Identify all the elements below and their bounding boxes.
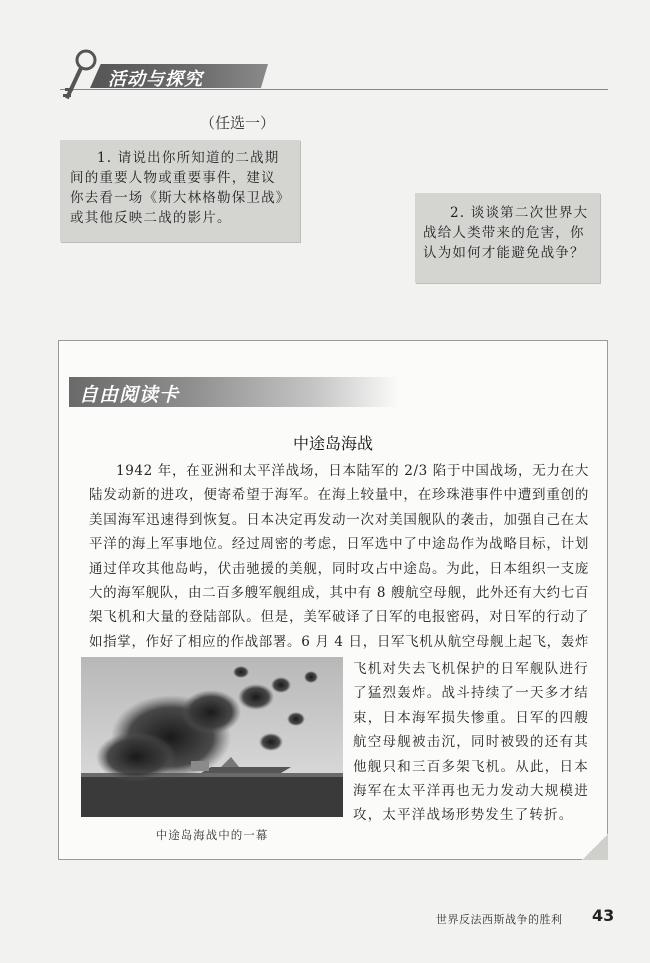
optional-note: （任选一） bbox=[200, 114, 276, 132]
activity-card-2 bbox=[415, 193, 600, 283]
article-paragraph bbox=[89, 459, 589, 679]
chapter-title-footer: 世界反法西斯战争的胜利 bbox=[436, 913, 563, 926]
battle-photo-image bbox=[81, 657, 343, 817]
key-icon bbox=[62, 48, 106, 106]
photo-caption: 中途岛海战中的一幕 bbox=[155, 828, 269, 842]
reading-card-label: 自由阅读卡 bbox=[79, 384, 180, 406]
article-paragraph-text: 1942 年，在亚洲和太平洋战场，日本陆军的 2/3 陷于中国战场，无力在大陆发动新的进攻，便寄希望于海军。在海上较量中，在珍珠港事件中遭到重创的美国海军迅速得到恢复。日本决定再发动一次对美国舰队的袭击，加强自己在太平洋的海上军事地位。经过周密的考虑，日军选中了中途岛作为战略目标，计划通过佯攻其他岛屿，伏击驰援的美舰，同时攻占中途岛。为此，日本组织一支庞大的海军舰队，由二百多艘军舰组成，其中有 8 艘航空母舰，此外还有大约七百架飞机和大量的登陆部队。但是，美军破译了日军的电报密码，对日军的行动了如指掌，作好了相应的作战部署。6 月 4 日，日军飞机从航空母舰上起飞，轰炸 bbox=[89, 463, 589, 650]
activity-section-title: 活动与探究 bbox=[108, 69, 203, 90]
activity-card-1 bbox=[60, 140, 300, 242]
article-paragraph-text: 飞机对失去飞机保护的日军舰队进行了猛烈轰炸。战斗持续了一天多才结束，日本海军损失惨重。日军的四艘航空母舰被击沉，同时被毁的还有其他舰只和三百多架飞机。从此，日本海军在太平洋再也无力发动大规模进攻，太平洋战场形势发生了转折。 bbox=[353, 661, 589, 824]
activity-text: 2. 谈谈第二次世界大战给人类带来的危害，你认为如何才能避免战争？ bbox=[423, 205, 589, 261]
reading-card-banner bbox=[69, 377, 399, 407]
article-title: 中途岛海战 bbox=[292, 434, 373, 453]
free-reading-card bbox=[58, 340, 608, 860]
page-number: 43 bbox=[592, 906, 615, 925]
article-paragraph-continued bbox=[353, 657, 589, 828]
activity-section-banner bbox=[60, 62, 608, 90]
battle-photo bbox=[81, 657, 343, 817]
activity-text: 1. 请说出你所知道的二战期间的重要人物或重要事件，建议你去看一场《斯大林格勒保卫战》或其他反映二战的影片。 bbox=[70, 150, 284, 226]
page-curl bbox=[582, 834, 608, 860]
